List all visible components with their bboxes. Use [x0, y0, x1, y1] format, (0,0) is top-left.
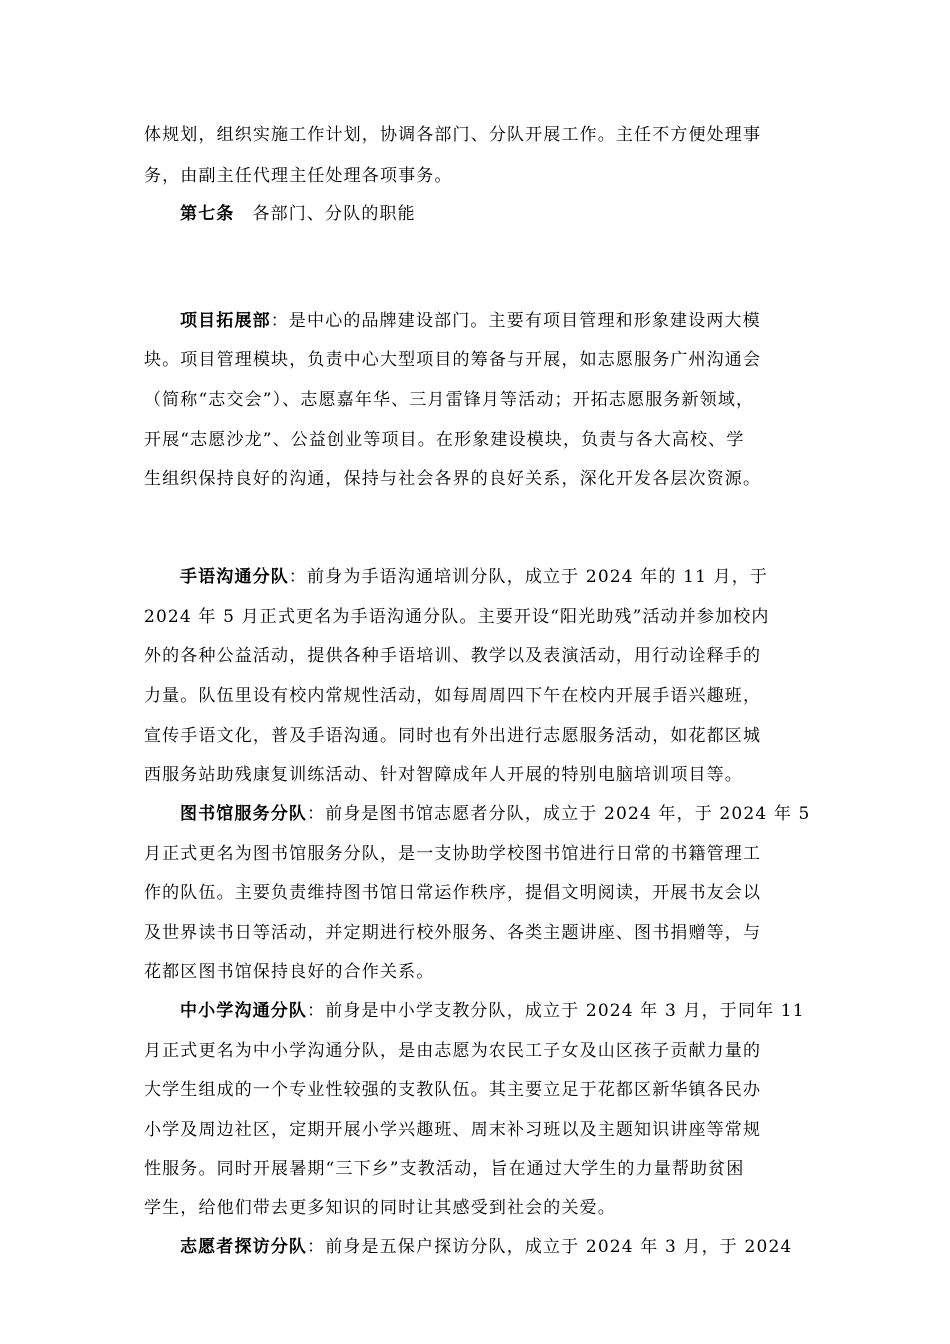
article-title: 各部门、分队的职能: [252, 204, 416, 224]
section-text: ：前身为手语沟通培训分队，成立于 2024 年的 11 月，于: [288, 567, 769, 587]
article-heading: [180, 204, 812, 224]
section-label: 手语沟通分队: [180, 567, 289, 587]
section-text: ：前身是五保户探访分队，成立于 2024 年 3 月，于 2024: [307, 1237, 793, 1257]
section-text: ：前身是图书馆志愿者分队，成立于 2024 年，于 2024 年 5: [307, 804, 811, 824]
paragraph-line: 力量。队伍里设有校内常规性活动，如每周周四下午在校内开展手语兴趣班，: [144, 686, 762, 706]
section-text: ：前身是中小学支教分队，成立于 2024 年 3 月，于同年 11: [307, 1001, 805, 1021]
paragraph-line: 外的各种公益活动，提供各种手语培训、教学以及表演活动，用行动诠释手的: [144, 646, 762, 666]
paragraph-line: [180, 1237, 812, 1257]
paragraph-line: 开展“志愿沙龙”、公益创业等项目。在形象建设模块，负责与各大高校、学: [144, 430, 745, 450]
paragraph-line: [180, 567, 812, 587]
paragraph-line: 月正式更名为图书馆服务分队，是一支协助学校图书馆进行日常的书籍管理工: [144, 844, 762, 864]
paragraph-line: 块。项目管理模块，负责中心大型项目的筹备与开展，如志愿服务广州沟通会: [144, 350, 762, 370]
paragraph-line: （简称“志交会”）、志愿嘉年华、三月雷锋月等活动；开拓志愿服务新领域，: [144, 390, 755, 410]
paragraph-line: 小学及周边社区，定期开展小学兴趣班、周末补习班以及主题知识讲座等常规: [144, 1120, 762, 1140]
paragraph-line: 务，由副主任代理主任处理各项事务。: [144, 166, 453, 186]
paragraph-line: [180, 1001, 812, 1021]
section-label: 中小学沟通分队: [180, 1001, 308, 1021]
paragraph-line: 性服务。同时开展暑期“三下乡”支教活动，旨在通过大学生的力量帮助贫困: [144, 1159, 745, 1179]
section-text: ：是中心的品牌建设部门。主要有项目管理和形象建设两大模: [270, 311, 761, 331]
article-label: 第七条: [180, 204, 235, 224]
paragraph-line: 2024 年 5 月正式更名为手语沟通分队。主要开设“阳光助残”活动并参加校内: [144, 607, 770, 627]
section-label: 项目拓展部: [180, 311, 271, 331]
paragraph-line: 及世界读书日等活动，并定期进行校外服务、各类主题讲座、图书捐赠等，与: [144, 923, 762, 943]
paragraph-line: 宣传手语文化，普及手语沟通。同时也有外出进行志愿服务活动，如花都区城: [144, 726, 762, 746]
paragraph-line: 作的队伍。主要负责维持图书馆日常运作秩序，提倡文明阅读，开展书友会以: [144, 883, 762, 903]
paragraph-line: 月正式更名为中小学沟通分队，是由志愿为农民工子女及山区孩子贡献力量的: [144, 1041, 762, 1061]
paragraph-line: [180, 804, 812, 824]
paragraph-line: 花都区图书馆保持良好的合作关系。: [144, 962, 435, 982]
paragraph-line: 体规划，组织实施工作计划，协调各部门、分队开展工作。主任不方便处理事: [144, 125, 762, 145]
section-label: 志愿者探访分队: [180, 1237, 308, 1257]
section-label: 图书馆服务分队: [180, 804, 308, 824]
paragraph-line: 西服务站助残康复训练活动、针对智障成年人开展的特别电脑培训项目等。: [144, 765, 743, 785]
paragraph-line: 大学生组成的一个专业性较强的支教队伍。其主要立足于花都区新华镇各民办: [144, 1080, 762, 1100]
paragraph-line: 学生，给他们带去更多知识的同时让其感受到社会的关爱。: [144, 1198, 616, 1218]
paragraph-line: 生组织保持良好的沟通，保持与社会各界的良好关系，深化开发各层次资源。: [144, 469, 762, 489]
paragraph-line: [180, 311, 812, 331]
